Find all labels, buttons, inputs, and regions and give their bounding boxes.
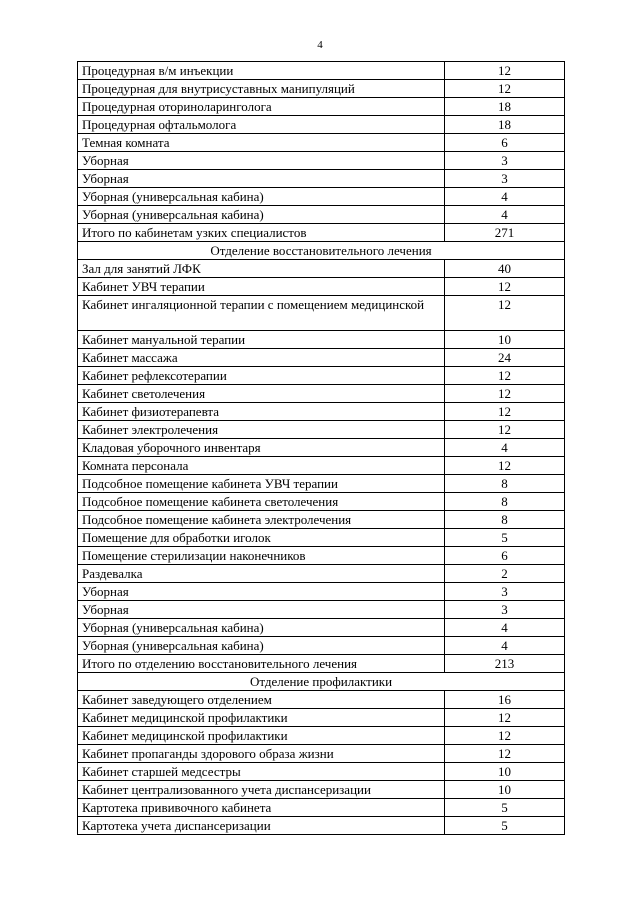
table-row <box>78 547 565 565</box>
room-name-cell: Подсобное помещение кабинета светолечения <box>78 493 445 511</box>
table-row <box>78 170 565 188</box>
room-value-cell: 12 <box>445 296 565 331</box>
room-value-cell: 12 <box>445 403 565 421</box>
room-value-cell: 271 <box>445 224 565 242</box>
room-value-cell: 4 <box>445 619 565 637</box>
table-row <box>78 439 565 457</box>
table-row <box>78 745 565 763</box>
section-header: Отделение восстановительного лечения <box>78 242 565 260</box>
section-header-row <box>78 673 565 691</box>
room-value-cell: 12 <box>445 727 565 745</box>
room-value-cell: 4 <box>445 206 565 224</box>
room-value-cell: 18 <box>445 98 565 116</box>
table-row <box>78 799 565 817</box>
table-row <box>78 188 565 206</box>
table-row <box>78 224 565 242</box>
rooms-table-body <box>78 62 565 835</box>
room-name-cell: Итого по кабинетам узких специалистов <box>78 224 445 242</box>
table-row <box>78 727 565 745</box>
table-row <box>78 709 565 727</box>
room-value-cell: 5 <box>445 817 565 835</box>
room-value-cell: 8 <box>445 493 565 511</box>
table-row <box>78 98 565 116</box>
room-value-cell: 12 <box>445 385 565 403</box>
table-row <box>78 655 565 673</box>
room-name-cell: Картотека учета диспансеризации <box>78 817 445 835</box>
room-name-cell: Уборная <box>78 170 445 188</box>
room-name-cell: Подсобное помещение кабинета электролечения <box>78 511 445 529</box>
table-row <box>78 421 565 439</box>
room-value-cell: 18 <box>445 116 565 134</box>
table-row <box>78 206 565 224</box>
room-value-cell: 12 <box>445 62 565 80</box>
room-name-cell: Помещение для обработки иголок <box>78 529 445 547</box>
table-row <box>78 403 565 421</box>
table-row <box>78 260 565 278</box>
table-row <box>78 565 565 583</box>
room-name-cell: Кабинет рефлексотерапии <box>78 367 445 385</box>
room-value-cell: 5 <box>445 529 565 547</box>
room-value-cell: 12 <box>445 278 565 296</box>
room-value-cell: 12 <box>445 745 565 763</box>
room-value-cell: 3 <box>445 583 565 601</box>
room-value-cell: 4 <box>445 188 565 206</box>
room-name-cell: Процедурная оториноларинголога <box>78 98 445 116</box>
room-value-cell: 16 <box>445 691 565 709</box>
room-value-cell: 8 <box>445 475 565 493</box>
room-name-cell: Раздевалка <box>78 565 445 583</box>
room-name-cell: Уборная <box>78 583 445 601</box>
room-value-cell: 6 <box>445 547 565 565</box>
table-row <box>78 349 565 367</box>
room-name-cell: Уборная (универсальная кабина) <box>78 206 445 224</box>
page-number: 4 <box>317 39 323 51</box>
table-row <box>78 637 565 655</box>
table-row <box>78 367 565 385</box>
room-value-cell: 213 <box>445 655 565 673</box>
table-row <box>78 116 565 134</box>
table-row <box>78 529 565 547</box>
room-value-cell: 12 <box>445 709 565 727</box>
room-name-cell: Кабинет физиотерапевта <box>78 403 445 421</box>
room-name-cell: Уборная (универсальная кабина) <box>78 637 445 655</box>
room-value-cell: 10 <box>445 331 565 349</box>
room-name-cell: Уборная <box>78 601 445 619</box>
section-header-row <box>78 242 565 260</box>
room-value-cell: 4 <box>445 439 565 457</box>
table-row <box>78 475 565 493</box>
room-name-cell: Кабинет медицинской профилактики <box>78 727 445 745</box>
room-name-cell: Уборная (универсальная кабина) <box>78 619 445 637</box>
room-name-cell: Кабинет светолечения <box>78 385 445 403</box>
room-name-cell: Кабинет УВЧ терапии <box>78 278 445 296</box>
room-value-cell: 12 <box>445 421 565 439</box>
room-value-cell: 8 <box>445 511 565 529</box>
section-header: Отделение профилактики <box>78 673 565 691</box>
room-name-cell: Кладовая уборочного инвентаря <box>78 439 445 457</box>
room-name-cell: Кабинет старшей медсестры <box>78 763 445 781</box>
room-name-cell: Кабинет электролечения <box>78 421 445 439</box>
room-name-cell: Комната персонала <box>78 457 445 475</box>
room-name-cell: Зал для занятий ЛФК <box>78 260 445 278</box>
table-row <box>78 152 565 170</box>
room-name-cell: Подсобное помещение кабинета УВЧ терапии <box>78 475 445 493</box>
room-name-cell: Итого по отделению восстановительного лечения <box>78 655 445 673</box>
room-name-cell: Темная комната <box>78 134 445 152</box>
room-name-cell: Помещение стерилизации наконечников <box>78 547 445 565</box>
room-name-cell: Кабинет пропаганды здорового образа жизни <box>78 745 445 763</box>
room-name-cell: Процедурная в/м инъекции <box>78 62 445 80</box>
table-row <box>78 278 565 296</box>
table-row <box>78 763 565 781</box>
room-value-cell: 40 <box>445 260 565 278</box>
table-row <box>78 619 565 637</box>
room-value-cell: 10 <box>445 781 565 799</box>
room-name-cell: Процедурная для внутрисуставных манипуляций <box>78 80 445 98</box>
table-row <box>78 691 565 709</box>
room-value-cell: 3 <box>445 170 565 188</box>
room-value-cell: 4 <box>445 637 565 655</box>
room-value-cell: 5 <box>445 799 565 817</box>
room-name-cell: Уборная <box>78 152 445 170</box>
table-row <box>78 457 565 475</box>
room-value-cell: 2 <box>445 565 565 583</box>
room-value-cell: 24 <box>445 349 565 367</box>
room-name-cell: Кабинет централизованного учета диспансеризации <box>78 781 445 799</box>
room-name-cell: Уборная (универсальная кабина) <box>78 188 445 206</box>
table-row <box>78 511 565 529</box>
room-value-cell: 6 <box>445 134 565 152</box>
table-row <box>78 331 565 349</box>
room-value-cell: 3 <box>445 152 565 170</box>
table-row <box>78 493 565 511</box>
table-row <box>78 134 565 152</box>
table-row <box>78 817 565 835</box>
room-name-cell: Кабинет массажа <box>78 349 445 367</box>
room-name-cell: Процедурная офтальмолога <box>78 116 445 134</box>
room-value-cell: 3 <box>445 601 565 619</box>
room-value-cell: 10 <box>445 763 565 781</box>
room-value-cell: 12 <box>445 80 565 98</box>
table-row <box>78 385 565 403</box>
rooms-table <box>77 61 565 835</box>
room-name-cell: Картотека прививочного кабинета <box>78 799 445 817</box>
room-name-cell: Кабинет медицинской профилактики <box>78 709 445 727</box>
room-name-cell: Кабинет мануальной терапии <box>78 331 445 349</box>
table-row <box>78 601 565 619</box>
table-row <box>78 62 565 80</box>
table-row <box>78 781 565 799</box>
table-row <box>78 80 565 98</box>
room-name-cell: Кабинет ингаляционной терапии с помещением медицинской <box>78 296 445 331</box>
table-row <box>78 296 565 331</box>
table-row <box>78 583 565 601</box>
room-value-cell: 12 <box>445 457 565 475</box>
room-value-cell: 12 <box>445 367 565 385</box>
room-name-cell: Кабинет заведующего отделением <box>78 691 445 709</box>
